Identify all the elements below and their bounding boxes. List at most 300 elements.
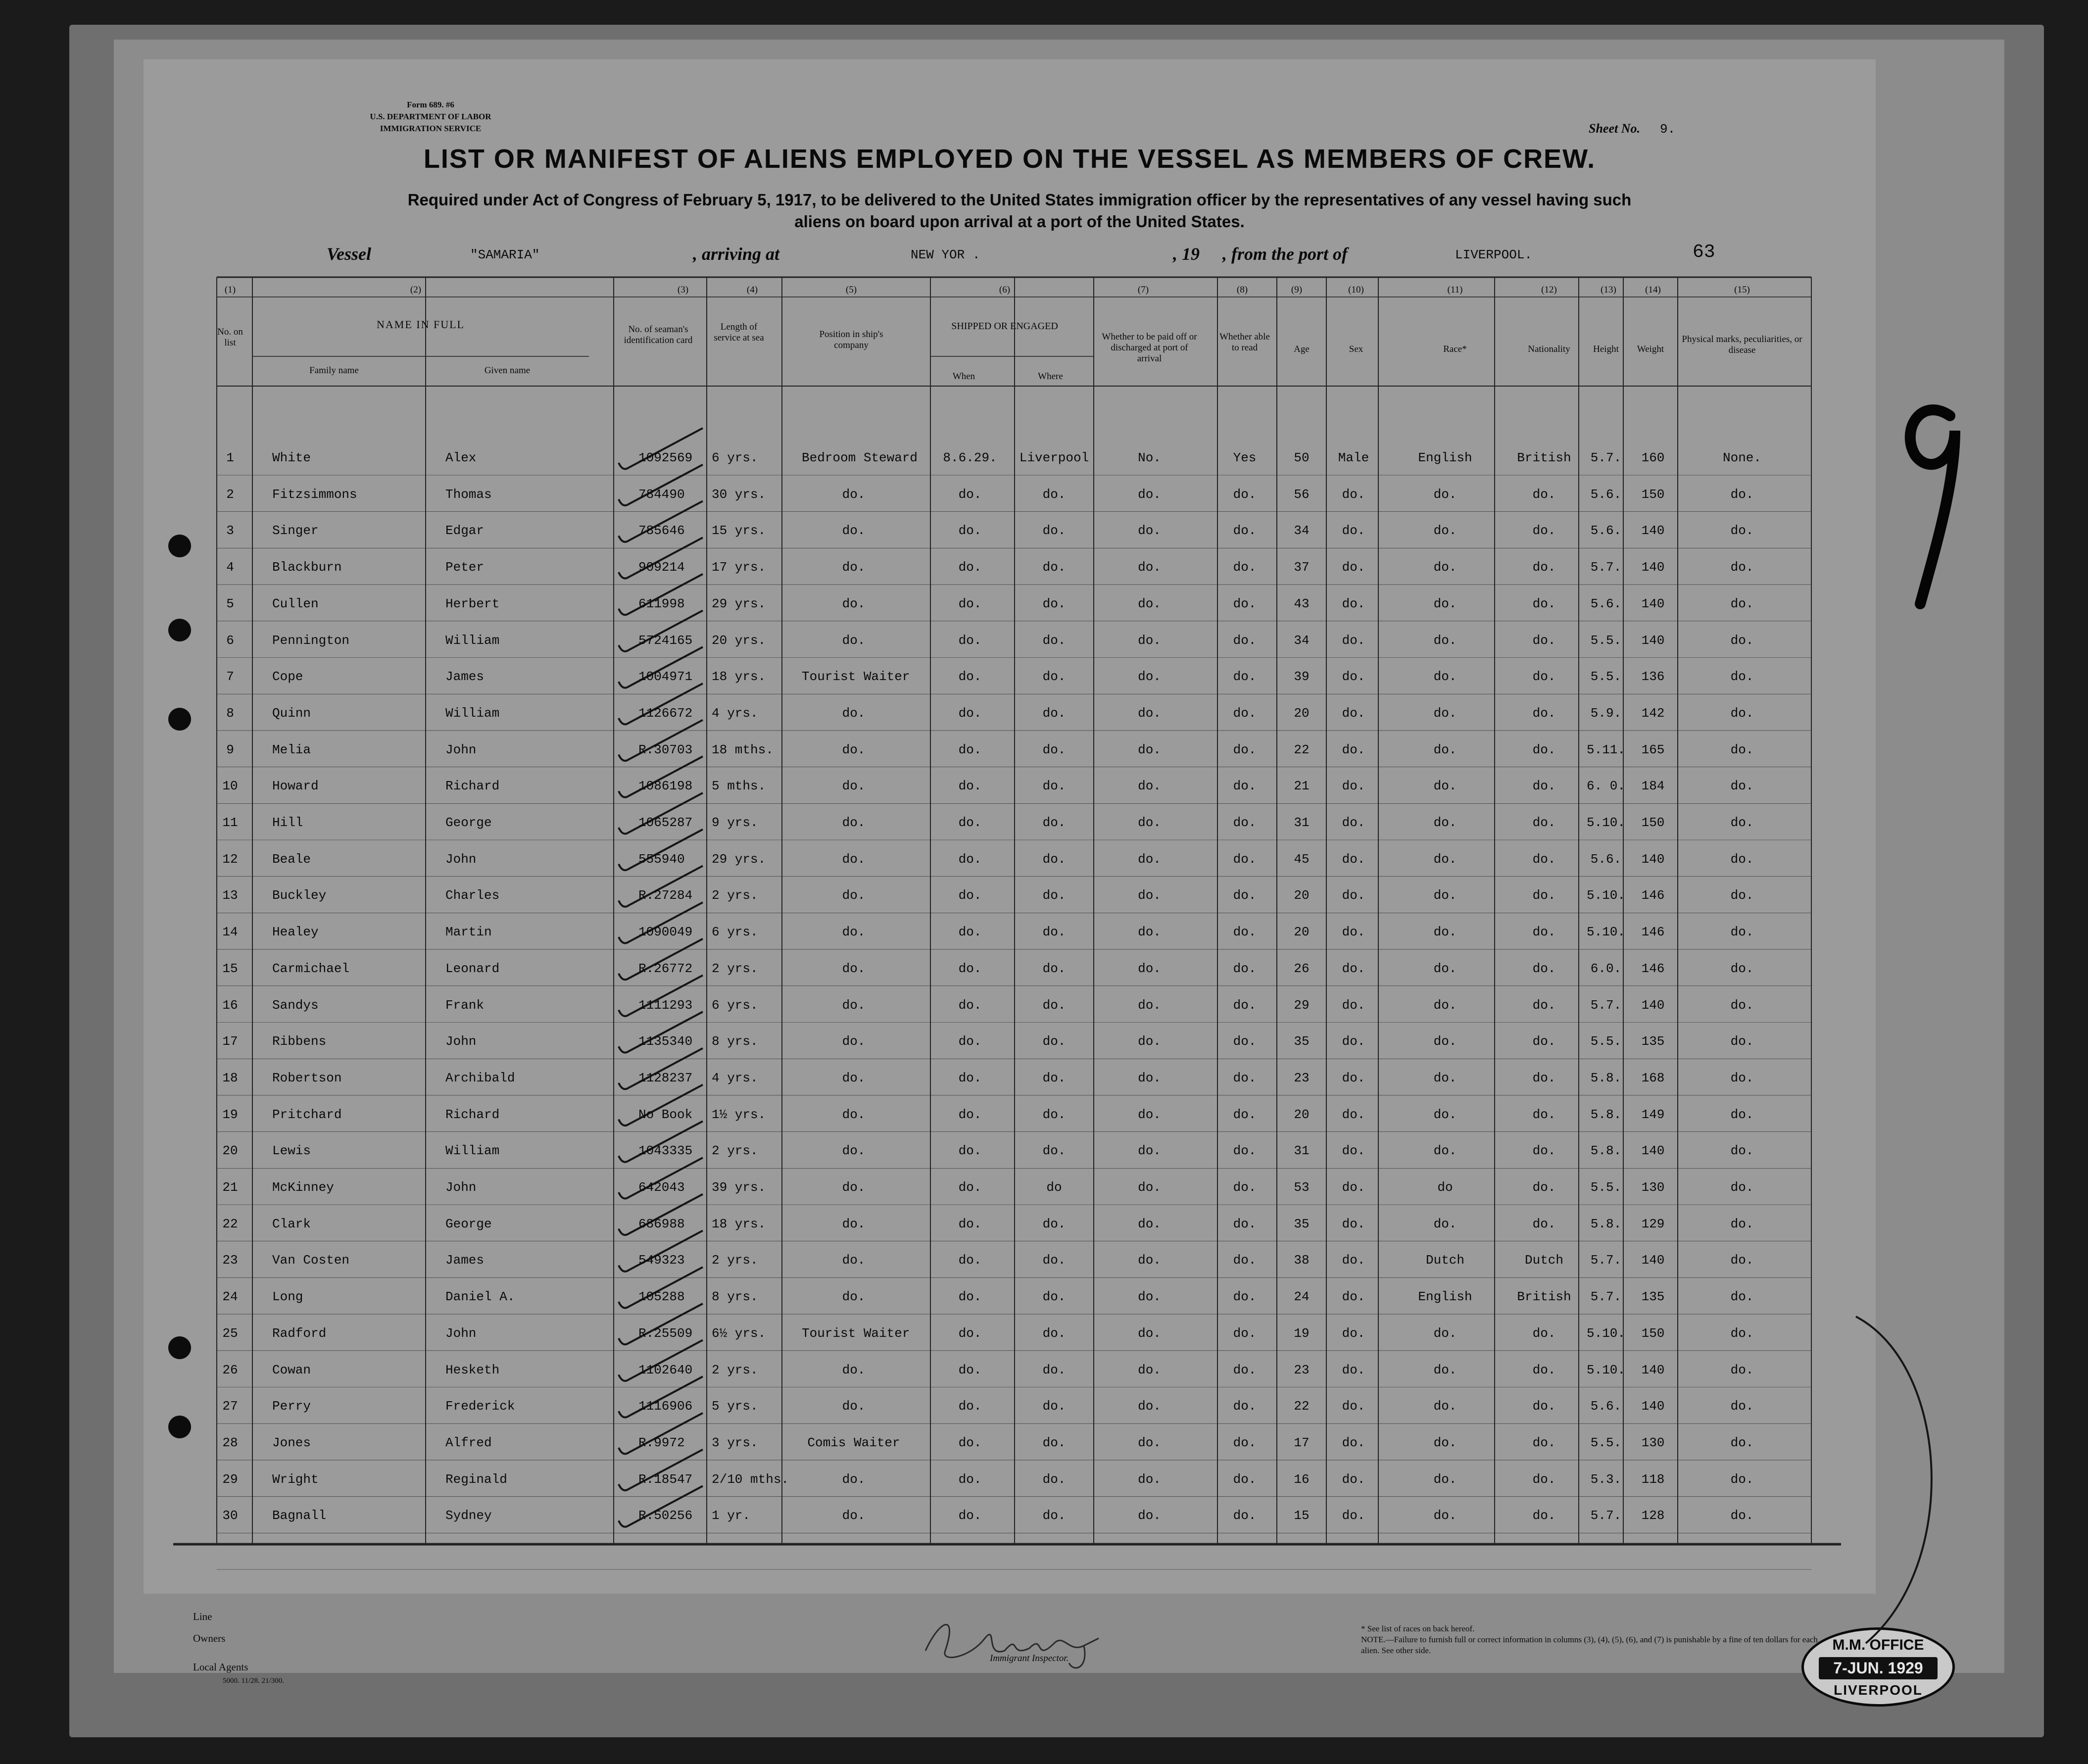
- cell-height: 5.10.: [1586, 888, 1625, 903]
- cell-read: do.: [1233, 779, 1257, 794]
- header-no-on-list: No. on list: [217, 327, 243, 348]
- cell-given: Richard: [445, 1107, 500, 1122]
- cell-position: do.: [842, 1216, 866, 1231]
- cell-nationality: do.: [1532, 1435, 1556, 1450]
- cell-sex: do.: [1342, 1508, 1365, 1523]
- cell-position: do.: [842, 1143, 866, 1159]
- cell-where: Liverpool: [1019, 450, 1089, 465]
- cell-no: 23: [222, 1253, 238, 1268]
- cell-height: 5.7.: [1590, 997, 1622, 1013]
- cell-card: 1004971: [638, 669, 693, 685]
- sheet-total: 63: [1693, 242, 1715, 263]
- cell-when: do.: [958, 1034, 982, 1049]
- cell-read: do.: [1233, 961, 1257, 976]
- cell-no: 28: [222, 1435, 238, 1450]
- cell-card: 1092569: [638, 450, 693, 465]
- cell-service: 9 yrs.: [712, 815, 758, 830]
- cell-weight: 140: [1641, 633, 1665, 648]
- cell-physical: do.: [1730, 997, 1754, 1013]
- cell-no: 16: [222, 997, 238, 1013]
- cell-card: 5724165: [638, 633, 693, 648]
- cell-physical: do.: [1730, 1435, 1754, 1450]
- cell-where: do.: [1042, 815, 1066, 830]
- cell-height: 5.6.: [1590, 851, 1622, 867]
- cell-when: do.: [958, 997, 982, 1013]
- from-port-label: , from the port of: [1222, 244, 1348, 264]
- cell-race: do.: [1433, 1034, 1457, 1049]
- cell-nationality: do.: [1532, 1034, 1556, 1049]
- cell-age: 16: [1294, 1471, 1310, 1487]
- cell-given: Martin: [445, 925, 492, 940]
- cell-service: 8 yrs.: [712, 1289, 758, 1305]
- cell-weight: 150: [1641, 487, 1665, 502]
- cell-card: R.9972: [638, 1435, 685, 1450]
- cell-weight: 150: [1641, 815, 1665, 830]
- cell-paid: do.: [1138, 1143, 1161, 1159]
- cell-family: Pritchard: [272, 1107, 342, 1122]
- cell-height: 5.5.: [1590, 1034, 1622, 1049]
- cell-no: 27: [222, 1399, 238, 1414]
- cell-physical: do.: [1730, 1216, 1754, 1231]
- cell-when: do.: [958, 1216, 982, 1231]
- footer-note: [1361, 1623, 1831, 1656]
- cell-when: do.: [958, 596, 982, 611]
- cell-age: 39: [1294, 669, 1310, 685]
- cell-race: do.: [1433, 1435, 1457, 1450]
- cell-given: Sydney: [445, 1508, 492, 1523]
- cell-age: 15: [1294, 1508, 1310, 1523]
- cell-where: do.: [1042, 742, 1066, 757]
- cell-height: 5.7.: [1590, 450, 1622, 465]
- cell-read: do.: [1233, 851, 1257, 867]
- cell-physical: do.: [1730, 1362, 1754, 1377]
- cell-card: 549323: [638, 1253, 685, 1268]
- cell-age: 21: [1294, 779, 1310, 794]
- cell-physical: do.: [1730, 1508, 1754, 1523]
- cell-position: do.: [842, 888, 866, 903]
- cell-height: 5.6.: [1590, 1399, 1622, 1414]
- cell-family: Cullen: [272, 596, 319, 611]
- cell-read: do.: [1233, 1216, 1257, 1231]
- cell-nationality: do.: [1532, 1325, 1556, 1341]
- cell-no: 15: [222, 961, 238, 976]
- penalty-note: NOTE.—Failure to furnish full or correct information in columns (3), (4), (5), (6), and (7) is punishable by a fine of ten dollars for each alien. See other side.: [1361, 1635, 1818, 1655]
- header-family-name: Family name: [309, 365, 359, 376]
- cell-weight: 146: [1641, 888, 1665, 903]
- cell-age: 22: [1294, 742, 1310, 757]
- cell-sex: do.: [1342, 523, 1365, 539]
- cell-height: 5.10.: [1586, 925, 1625, 940]
- cell-when: do.: [958, 888, 982, 903]
- cell-when: do.: [958, 1180, 982, 1195]
- cell-read: do.: [1233, 1070, 1257, 1085]
- cell-position: do.: [842, 1107, 866, 1122]
- cell-physical: do.: [1730, 1253, 1754, 1268]
- cell-position: Tourist Waiter: [802, 1325, 910, 1341]
- cell-age: 38: [1294, 1253, 1310, 1268]
- cell-paid: No.: [1138, 450, 1161, 465]
- cell-paid: do.: [1138, 997, 1161, 1013]
- cell-age: 29: [1294, 997, 1310, 1013]
- cell-read: do.: [1233, 925, 1257, 940]
- cell-given: George: [445, 1216, 492, 1231]
- cell-service: 4 yrs.: [712, 705, 758, 721]
- cell-position: do.: [842, 705, 866, 721]
- cell-position: do.: [842, 1070, 866, 1085]
- cell-height: 5.8.: [1590, 1216, 1622, 1231]
- cell-family: Jones: [272, 1435, 311, 1450]
- column-number: (3): [677, 285, 689, 295]
- cell-race: do.: [1433, 888, 1457, 903]
- cell-physical: do.: [1730, 888, 1754, 903]
- cell-card: 1128237: [638, 1070, 693, 1085]
- cell-where: do.: [1042, 997, 1066, 1013]
- column-number: (10): [1348, 285, 1364, 295]
- cell-sex: do.: [1342, 888, 1365, 903]
- cell-family: Cowan: [272, 1362, 311, 1377]
- cell-family: Pennington: [272, 633, 350, 648]
- cell-read: do.: [1233, 523, 1257, 539]
- cell-race: English: [1418, 450, 1472, 465]
- cell-given: John: [445, 742, 477, 757]
- cell-nationality: British: [1517, 450, 1571, 465]
- cell-family: Cope: [272, 669, 303, 685]
- margin-sheet-mark: [1891, 386, 1970, 614]
- cell-where: do.: [1042, 1253, 1066, 1268]
- cell-service: 29 yrs.: [712, 851, 766, 867]
- cell-height: 5.10.: [1586, 815, 1625, 830]
- cell-age: 23: [1294, 1362, 1310, 1377]
- footer-line-label: Line: [193, 1611, 212, 1622]
- cell-weight: 140: [1641, 997, 1665, 1013]
- margin-arc: [1851, 1307, 1965, 1653]
- cell-race: do.: [1433, 1143, 1457, 1159]
- cell-nationality: do.: [1532, 1107, 1556, 1122]
- cell-card: R.30703: [638, 742, 693, 757]
- cell-nationality: do.: [1532, 705, 1556, 721]
- cell-position: do.: [842, 1289, 866, 1305]
- cell-race: do.: [1433, 961, 1457, 976]
- cell-family: Melia: [272, 742, 311, 757]
- cell-read: do.: [1233, 669, 1257, 685]
- cell-position: do.: [842, 1362, 866, 1377]
- cell-card: R.25509: [638, 1325, 693, 1341]
- cell-nationality: do.: [1532, 1180, 1556, 1195]
- cell-race: do.: [1433, 1107, 1457, 1122]
- header-age: Age: [1294, 344, 1310, 354]
- cell-card: 1102640: [638, 1362, 693, 1377]
- header-paid-off: Whether to be paid off or discharged at port of arrival: [1102, 332, 1197, 364]
- cell-sex: do.: [1342, 961, 1365, 976]
- cell-family: Beale: [272, 851, 311, 867]
- cell-nationality: do.: [1532, 1070, 1556, 1085]
- cell-nationality: do.: [1532, 1471, 1556, 1487]
- cell-sex: do.: [1342, 633, 1365, 648]
- cell-card: 1135340: [638, 1034, 693, 1049]
- cell-paid: do.: [1138, 888, 1161, 903]
- cell-given: Alex: [445, 450, 477, 465]
- cell-weight: 146: [1641, 925, 1665, 940]
- column-number: (2): [410, 285, 422, 295]
- cell-nationality: do.: [1532, 487, 1556, 502]
- cell-age: 23: [1294, 1070, 1310, 1085]
- cell-height: 5.7.: [1590, 1289, 1622, 1305]
- cell-physical: None.: [1722, 450, 1761, 465]
- cell-race: do: [1437, 1180, 1453, 1195]
- cell-family: Blackburn: [272, 560, 342, 575]
- cell-read: do.: [1233, 1143, 1257, 1159]
- cell-sex: do.: [1342, 1034, 1365, 1049]
- cell-given: John: [445, 1034, 477, 1049]
- cell-sex: do.: [1342, 851, 1365, 867]
- header-nationality: Nationality: [1528, 344, 1570, 354]
- header-race: Race*: [1443, 344, 1467, 354]
- cell-sex: do.: [1342, 779, 1365, 794]
- column-number: (8): [1236, 285, 1248, 295]
- cell-weight: 130: [1641, 1435, 1665, 1450]
- cell-height: 5.6.: [1590, 523, 1622, 539]
- cell-paid: do.: [1138, 1325, 1161, 1341]
- cell-paid: do.: [1138, 705, 1161, 721]
- cell-weight: 146: [1641, 961, 1665, 976]
- subtitle-line-2: aliens on board upon arrival at a port of the United States.: [794, 212, 1245, 231]
- cell-sex: do.: [1342, 1253, 1365, 1268]
- cell-when: do.: [958, 1362, 982, 1377]
- cell-given: Frank: [445, 997, 485, 1013]
- cell-read: do.: [1233, 997, 1257, 1013]
- cell-where: do.: [1042, 925, 1066, 940]
- cell-race: do.: [1433, 1325, 1457, 1341]
- header-sex: Sex: [1349, 344, 1363, 354]
- cell-where: do.: [1042, 851, 1066, 867]
- cell-family: Howard: [272, 779, 319, 794]
- cell-age: 19: [1294, 1325, 1310, 1341]
- cell-paid: do.: [1138, 742, 1161, 757]
- cell-given: William: [445, 633, 500, 648]
- cell-service: 2 yrs.: [712, 1253, 758, 1268]
- cell-nationality: do.: [1532, 560, 1556, 575]
- cell-when: do.: [958, 1253, 982, 1268]
- cell-physical: do.: [1730, 1070, 1754, 1085]
- cell-paid: do.: [1138, 851, 1161, 867]
- cell-nationality: do.: [1532, 779, 1556, 794]
- cell-physical: do.: [1730, 1180, 1754, 1195]
- cell-sex: do.: [1342, 1362, 1365, 1377]
- manifest-page: [144, 59, 1924, 1698]
- cell-position: Tourist Waiter: [802, 669, 910, 685]
- cell-where: do.: [1042, 523, 1066, 539]
- cell-service: 2 yrs.: [712, 888, 758, 903]
- cell-weight: 140: [1641, 851, 1665, 867]
- cell-height: 5.7.: [1590, 560, 1622, 575]
- cell-weight: 118: [1641, 1471, 1665, 1487]
- cell-service: 5 mths.: [712, 779, 766, 794]
- cell-height: 5.9.: [1590, 705, 1622, 721]
- cell-read: do.: [1233, 742, 1257, 757]
- cell-position: do.: [842, 925, 866, 940]
- cell-race: do.: [1433, 779, 1457, 794]
- cell-service: 18 yrs.: [712, 669, 766, 685]
- column-number: (12): [1541, 285, 1557, 295]
- cell-no: 1: [226, 450, 234, 465]
- cell-weight: 129: [1641, 1216, 1665, 1231]
- cell-paid: do.: [1138, 1399, 1161, 1414]
- cell-card: 1116906: [638, 1399, 693, 1414]
- cell-given: Daniel A.: [445, 1289, 515, 1305]
- cell-read: do.: [1233, 1362, 1257, 1377]
- column-number: (5): [845, 285, 857, 295]
- cell-race: do.: [1433, 1471, 1457, 1487]
- cell-physical: do.: [1730, 523, 1754, 539]
- cell-sex: do.: [1342, 705, 1365, 721]
- cell-family: Clark: [272, 1216, 311, 1231]
- cell-card: 686988: [638, 1216, 685, 1231]
- cell-service: 29 yrs.: [712, 596, 766, 611]
- cell-weight: 140: [1641, 560, 1665, 575]
- cell-given: Herbert: [445, 596, 500, 611]
- cell-where: do.: [1042, 1362, 1066, 1377]
- cell-given: Archibald: [445, 1070, 515, 1085]
- cell-when: do.: [958, 742, 982, 757]
- cell-age: 37: [1294, 560, 1310, 575]
- cell-paid: do.: [1138, 1471, 1161, 1487]
- cell-card: 1111293: [638, 997, 693, 1013]
- cell-sex: do.: [1342, 669, 1365, 685]
- header-height: Height: [1593, 344, 1619, 354]
- cell-nationality: do.: [1532, 669, 1556, 685]
- cell-weight: 140: [1641, 1143, 1665, 1159]
- cell-race: Dutch: [1425, 1253, 1464, 1268]
- cell-race: do.: [1433, 669, 1457, 685]
- cell-card: 785646: [638, 523, 685, 539]
- cell-position: do.: [842, 523, 866, 539]
- cell-age: 17: [1294, 1435, 1310, 1450]
- cell-position: do.: [842, 1471, 866, 1487]
- cell-service: 1½ yrs.: [712, 1107, 766, 1122]
- cell-where: do.: [1042, 1289, 1066, 1305]
- cell-height: 5.6.: [1590, 487, 1622, 502]
- cell-position: do.: [842, 487, 866, 502]
- cell-physical: do.: [1730, 633, 1754, 648]
- cell-read: do.: [1233, 815, 1257, 830]
- cell-race: do.: [1433, 997, 1457, 1013]
- cell-height: 5.5.: [1590, 1180, 1622, 1195]
- cell-given: Charles: [445, 888, 500, 903]
- inspector-signature: [911, 1604, 1128, 1683]
- cell-physical: do.: [1730, 1034, 1754, 1049]
- cell-service: 4 yrs.: [712, 1070, 758, 1085]
- cell-height: 5.5.: [1590, 669, 1622, 685]
- footer-agents-label: Local Agents: [193, 1661, 248, 1673]
- cell-nationality: do.: [1532, 1362, 1556, 1377]
- cell-paid: do.: [1138, 560, 1161, 575]
- cell-height: 5.3.: [1590, 1471, 1622, 1487]
- cell-given: Richard: [445, 779, 500, 794]
- cell-age: 31: [1294, 815, 1310, 830]
- cell-family: Hill: [272, 815, 303, 830]
- cell-service: 30 yrs.: [712, 487, 766, 502]
- cell-age: 20: [1294, 705, 1310, 721]
- cell-nationality: do.: [1532, 523, 1556, 539]
- cell-card: R.18547: [638, 1471, 693, 1487]
- cell-no: 21: [222, 1180, 238, 1195]
- cell-position: do.: [842, 742, 866, 757]
- cell-age: 20: [1294, 888, 1310, 903]
- cell-service: 1 yr.: [712, 1508, 751, 1523]
- cell-age: 34: [1294, 523, 1310, 539]
- cell-service: 15 yrs.: [712, 523, 766, 539]
- header-length-service: Length of service at sea: [714, 322, 764, 343]
- cell-when: do.: [958, 1070, 982, 1085]
- cell-family: Buckley: [272, 888, 327, 903]
- cell-service: 6½ yrs.: [712, 1325, 766, 1341]
- cell-physical: do.: [1730, 742, 1754, 757]
- cell-position: Bedroom Steward: [802, 450, 918, 465]
- cell-paid: do.: [1138, 633, 1161, 648]
- cell-paid: do.: [1138, 1289, 1161, 1305]
- cell-height: 5.10.: [1586, 1362, 1625, 1377]
- cell-paid: do.: [1138, 815, 1161, 830]
- cell-nationality: do.: [1532, 851, 1556, 867]
- cell-sex: do.: [1342, 925, 1365, 940]
- cell-family: Long: [272, 1289, 303, 1305]
- cell-paid: do.: [1138, 1216, 1161, 1231]
- cell-no: 5: [226, 596, 234, 611]
- cell-position: do.: [842, 560, 866, 575]
- cell-physical: do.: [1730, 1289, 1754, 1305]
- cell-paid: do.: [1138, 1180, 1161, 1195]
- cell-physical: do.: [1730, 925, 1754, 940]
- cell-position: do.: [842, 851, 866, 867]
- cell-read: do.: [1233, 1180, 1257, 1195]
- cell-nationality: do.: [1532, 888, 1556, 903]
- cell-race: do.: [1433, 742, 1457, 757]
- cell-age: 43: [1294, 596, 1310, 611]
- cell-sex: do.: [1342, 1471, 1365, 1487]
- cell-no: 13: [222, 888, 238, 903]
- cell-card: 1090049: [638, 925, 693, 940]
- cell-service: 6 yrs.: [712, 997, 758, 1013]
- cell-no: 18: [222, 1070, 238, 1085]
- cell-read: do.: [1233, 1034, 1257, 1049]
- cell-card: 909214: [638, 560, 685, 575]
- cell-race: do.: [1433, 815, 1457, 830]
- cell-when: do.: [958, 1107, 982, 1122]
- cell-position: do.: [842, 1253, 866, 1268]
- cell-when: do.: [958, 633, 982, 648]
- cell-when: do.: [958, 560, 982, 575]
- cell-no: 25: [222, 1325, 238, 1341]
- cell-when: do.: [958, 669, 982, 685]
- cell-physical: do.: [1730, 669, 1754, 685]
- cell-service: 2 yrs.: [712, 1143, 758, 1159]
- cell-sex: do.: [1342, 560, 1365, 575]
- cell-nationality: British: [1517, 1289, 1571, 1305]
- cell-where: do.: [1042, 888, 1066, 903]
- cell-no: 9: [226, 742, 234, 757]
- column-number: (4): [746, 285, 758, 295]
- cell-weight: 168: [1641, 1070, 1665, 1085]
- cell-read: do.: [1233, 596, 1257, 611]
- cell-weight: 135: [1641, 1289, 1665, 1305]
- cell-where: do.: [1042, 1070, 1066, 1085]
- cell-weight: 142: [1641, 705, 1665, 721]
- cell-weight: 128: [1641, 1508, 1665, 1523]
- cell-given: Thomas: [445, 487, 492, 502]
- cell-sex: do.: [1342, 1325, 1365, 1341]
- cell-weight: 140: [1641, 1362, 1665, 1377]
- cell-physical: do.: [1730, 1143, 1754, 1159]
